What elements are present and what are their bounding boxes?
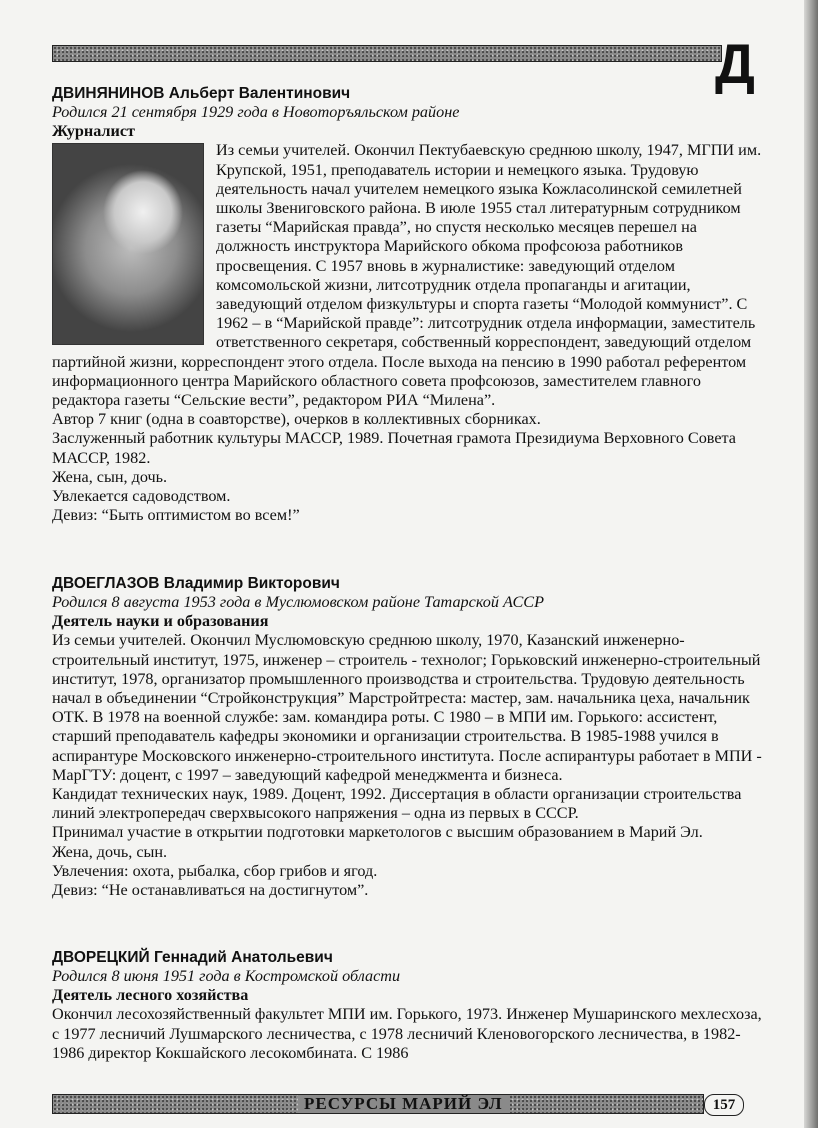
biography-text (52, 631, 762, 900)
paragraph: Из семьи учителей. Окончил Муслюмовскую среднюю школу, 1970, Казанский инженерно-строительный институт, 1975, инженер – строитель - технолог; Горьковский инженерно-строительный институт, 1978, организатор промышленного производства и строительства. Трудовую деятельность начал в объединении “Стройконструкция” Марстройтреста: мастер, зам. начальника цеха, начальник ОТК. В 1978 на военной службе: зам. командира роты. С 1980 – в МПИ им. Горького: ассистент, старший преподаватель кафедры экономики и организации строительства. В 1985-1988 учился в аспирантуре Московского инженерно-строительного института. После аспирантуры работает в МПИ - МарГТУ: доцент, с 1997 – заведующий кафедрой менеджмента и бизнеса. (52, 631, 762, 784)
biography-entry (52, 574, 762, 900)
paragraph: Принимал участие в открытии подготовки маркетологов с высшим образованием в Марий Эл. (52, 823, 703, 842)
profession: Журналист (52, 122, 135, 141)
paragraph: Окончил лесохозяйственный факультет МПИ им. Горького, 1973. Инженер Мушаринского мехлесхоза, с 1977 лесничий Лушмарского лесничества, с 1978 лесничий Кленовогорского лесничества, в 1982-1986 директор Кокшайского лесокомбината. С 1986 (52, 1005, 762, 1062)
footer-title: РЕСУРСЫ МАРИЙ ЭЛ (298, 1095, 509, 1113)
paragraph: Кандидат технических наук, 1989. Доцент, 1992. Диссертация в области организации строительства линий электропередач сверхвысокого напряжения – одна из первых в СССР. (52, 785, 742, 823)
person-name: ДВИНЯНИНОВ Альберт Валентинович (52, 85, 351, 102)
profession: Деятель лесного хозяйства (52, 986, 249, 1005)
paragraph: Жена, сын, дочь. (52, 467, 168, 486)
paragraph: Девиз: “Быть оптимистом во всем!” (52, 506, 300, 525)
birth-info: Родился 8 июня 1951 года в Костромской области (52, 967, 401, 985)
person-name: ДВОРЕЦКИЙ Геннадий Анатольевич (52, 949, 333, 966)
section-letter: Д (715, 32, 755, 95)
paragraph: Увлечения: охота, рыбалка, сбор грибов и ягод. (52, 861, 378, 880)
biography-text (52, 141, 762, 525)
biography-text (52, 1005, 762, 1063)
birth-info: Родился 8 августа 1953 года в Муслюмовском районе Татарской АССР (52, 593, 544, 611)
page-number: 157 (704, 1094, 744, 1116)
biography-entry (52, 84, 762, 525)
biography-entry (52, 948, 762, 1063)
paragraph: Жена, дочь, сын. (52, 842, 168, 861)
portrait-photo (52, 143, 204, 345)
header-decorative-bar (52, 45, 722, 62)
person-name: ДВОЕГЛАЗОВ Владимир Викторович (52, 575, 340, 592)
profession: Деятель науки и образования (52, 612, 269, 631)
paragraph: Девиз: “Не останавливаться на достигнутом”. (52, 881, 369, 900)
paragraph: Из семьи учителей. Окончил Пектубаевскую среднюю школу, 1947, МГПИ им. Крупской, 1951, преподаватель истории и немецкого языка. Трудовую деятельность начал учителем немецкого языка Кожласолинской семилетней школы Звениговского района. В июле 1955 стал литературным сотрудником газеты “Марийская правда”, но спустя несколько месяцев перешел на должность инструктора Марийского обкома профсоюза работников просвещения. С 1957 вновь в журналистике: заведующий отделом комсомольской жизни, литсотрудник отдела пропаганды и агитации, заведующий отделом физкультуры и спорта газеты “Молодой коммунист”. С 1962 – в “Марийской правде”: литсотрудник отдела информации, заместитель ответственного секретаря, собственный корреспондент, заведующий отделом партийной жизни, корреспондент этого отдела. После выхода на пенсию в 1990 работал референтом информационного центра Марийского областного совета профсоюзов, заместителем главного редактора газеты “Сельские вести”, редактором РИА “Милена”. (52, 141, 762, 410)
birth-info: Родился 21 сентября 1929 года в Новоторъяльском районе (52, 103, 460, 121)
paragraph: Заслуженный работник культуры МАССР, 1989. Почетная грамота Президиума Верховного Совета МАССР, 1982. (52, 429, 736, 467)
paragraph: Увлекается садоводством. (52, 487, 231, 506)
page-edge-shadow (804, 0, 818, 1128)
paragraph: Автор 7 книг (одна в соавторстве), очерков в коллективных сборниках. (52, 410, 541, 429)
